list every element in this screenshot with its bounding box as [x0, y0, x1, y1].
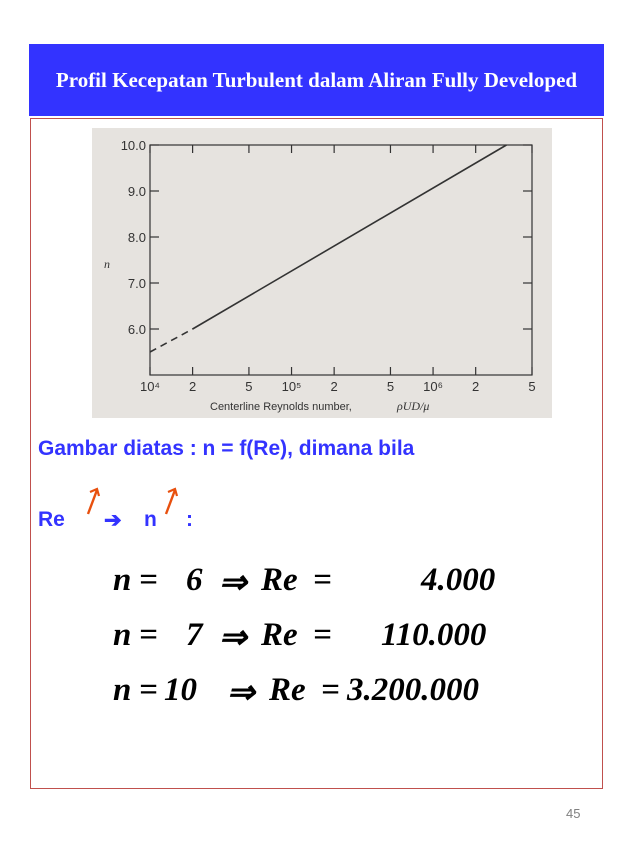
eq-n-value: 6 — [186, 562, 203, 598]
x-tick-label: 2 — [188, 379, 197, 394]
slide-title-bar — [29, 44, 604, 116]
eq-re-label: Re — [261, 617, 298, 653]
reynolds-chart — [92, 128, 552, 418]
eq-re-label: Re — [261, 562, 298, 598]
x-axis-formula: ρUD/μ — [397, 399, 430, 413]
eq-n-label: n — [113, 562, 132, 598]
x-tick-label: 10⁵ — [281, 379, 302, 394]
implies-arrow-icon: ➔ — [104, 509, 122, 532]
eq-implies: ⇒ — [227, 675, 255, 711]
x-tick-label: 2 — [472, 379, 480, 394]
x-tick-label: 10⁴ — [139, 379, 161, 394]
x-tick-label: 2 — [330, 379, 338, 394]
colon: : — [186, 508, 193, 531]
eq-re-value: 110.000 — [381, 617, 487, 653]
eq-re-value: 4.000 — [421, 562, 496, 598]
equation-row — [113, 562, 533, 602]
description-text: Gambar diatas : n = f(Re), dimana bila — [38, 437, 415, 460]
y-axis-label: n — [104, 257, 110, 271]
increase-arrow-icon — [162, 486, 182, 516]
y-tick-label: 8.0 — [127, 230, 146, 245]
equation-row — [113, 617, 533, 657]
eq-equals: = — [313, 617, 332, 653]
equation-row — [113, 672, 533, 712]
page-number: 45 — [566, 806, 581, 821]
eq-n-value: 7 — [186, 617, 203, 653]
description-line — [38, 437, 414, 461]
eq-implies: ⇒ — [219, 620, 247, 656]
increase-arrow-icon — [84, 486, 104, 516]
x-tick-label: 5 — [386, 379, 395, 394]
y-tick-label: 7.0 — [127, 276, 146, 291]
eq-n-label: n — [113, 617, 132, 653]
x-tick-label: 5 — [245, 379, 253, 394]
x-tick-label: 5 — [528, 379, 536, 394]
eq-equals: = — [321, 672, 340, 708]
trend-line — [38, 508, 238, 538]
eq-equals: = — [313, 562, 332, 598]
eq-equals: = — [139, 672, 158, 708]
eq-equals: = — [139, 617, 158, 653]
n-label: n — [144, 508, 157, 531]
eq-equals: = — [139, 562, 158, 598]
eq-implies: ⇒ — [219, 565, 247, 601]
eq-n-label: n — [113, 672, 132, 708]
x-axis-label: Centerline Reynolds number, — [210, 401, 352, 413]
y-tick-label: 6.0 — [127, 322, 146, 337]
x-tick-label: 10⁶ — [423, 379, 443, 394]
slide-title: Profil Kecepatan Turbulent dalam Aliran Fully Developed — [55, 67, 578, 92]
eq-re-label: Re — [269, 672, 306, 708]
re-label: Re — [38, 508, 65, 531]
eq-n-value: 10 — [164, 672, 197, 708]
eq-re-value: 3.200.000 — [347, 672, 479, 708]
y-tick-label: 9.0 — [127, 184, 146, 199]
y-tick-label: 10.0 — [120, 138, 146, 153]
